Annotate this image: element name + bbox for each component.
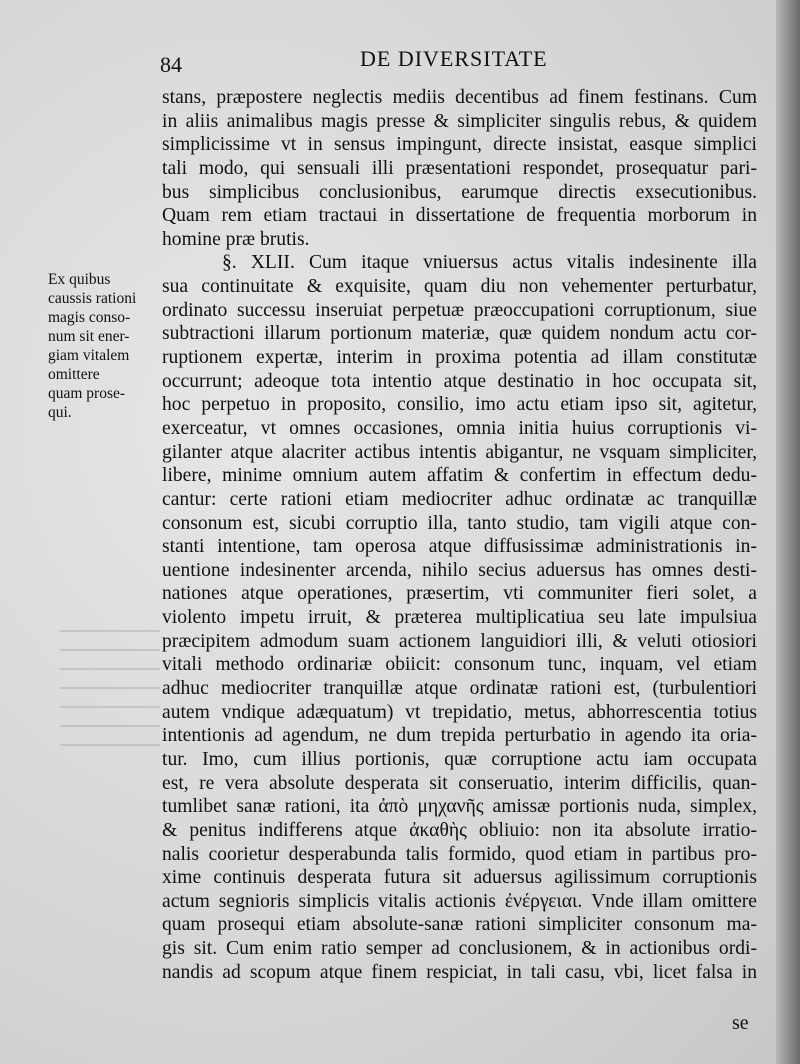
page-number: 84 <box>160 52 182 77</box>
text-line: hoc perpetuo in proposito, consilio, imo actu etiam ipso sit, agitetur, <box>162 394 757 416</box>
text-line: violento impetu irruit, & præterea multiplicatiua seu late impulsiua <box>162 607 757 629</box>
margin-note-line: quam prose- <box>48 385 126 402</box>
text-line: autem vndique adæquatum) vt trepidatio, metus, abhorrescentia totius <box>162 701 757 723</box>
text-line: xime continuis desperata futura sit aduersus agilissimum corruptionis <box>162 867 757 889</box>
margin-note-line: giam vitalem <box>48 347 130 364</box>
text-line: gilanter atque alacriter actibus intentis abigantur, ne vsquam simpliciter, <box>162 441 757 463</box>
running-head: DE DIVERSITATE <box>360 46 548 71</box>
margin-note-line: magis conso- <box>48 309 131 326</box>
text-line: adhuc mediocriter tranquillæ atque ordinatæ rationi est, (turbulentiori <box>162 678 757 700</box>
text-line: est, re vera absolute desperata sit conseruatio, interim difficilis, quan- <box>162 772 757 794</box>
margin-note-line: num sit ener- <box>48 328 130 345</box>
margin-note-line: qui. <box>48 404 72 421</box>
margin-note <box>48 270 158 422</box>
text-line: gis sit. Cum enim ratio semper ad conclusionem, & in actionibus ordi- <box>162 938 757 960</box>
text-line: uentione indesinenter arcenda, nihilo secius aduersus has omnes desti- <box>162 559 757 581</box>
text-line: cantur: certe rationi etiam mediocriter adhuc ordinatæ ac tranquillæ <box>162 488 757 510</box>
text-line: stans, præpostere neglectis mediis decentibus ad finem festinans. Cum <box>162 87 757 108</box>
catchword: se <box>732 1012 749 1034</box>
text-line: ordinato successu inseruiat perpetuæ præoccupationi corruptionum, siue <box>162 299 757 321</box>
page-edge-shadow <box>776 0 800 1064</box>
text-line: subtractioni illarum portionum materiæ, quæ quidem nondum actu cor- <box>162 323 757 345</box>
text-line: actum segnioris simplicis vitalis actionis ἐνέργειαι. Vnde illam omittere <box>162 890 757 912</box>
text-line: quam prosequi etiam absolute-sanæ rationi simpliciter consonum ma- <box>162 914 757 936</box>
text-line: nalis coorietur desperabunda talis formido, quod etiam in partibus pro- <box>162 843 757 865</box>
text-line: tali modo, qui sensuali illi præsentationi respondet, prosequatur pari- <box>162 157 757 179</box>
text-line: nandis ad scopum atque finem respiciat, in tali casu, vbi, licet falsa in <box>162 961 757 983</box>
text-line: intentionis ad agendum, ne dum trepida perturbatio in agendo ita oria- <box>162 725 757 747</box>
margin-note-line: Ex quibus <box>48 271 111 288</box>
text-line: exerceatur, vt omnes occasiones, omnia initia huius corruptionis vi- <box>162 417 757 439</box>
text-line: stanti intentione, tam operosa atque diffusissimæ administrationis in- <box>162 536 757 558</box>
text-line: & penitus indifferens atque ἀκαθὴς obliuio: non ita absolute irratio- <box>162 819 757 841</box>
text-line: ruptionem expertæ, interim in proxima potentia ad illam constitutæ <box>162 347 757 369</box>
text-line: nationes atque operationes, præsertim, vti communiter fieri solet, a <box>162 583 757 605</box>
text-line: in aliis animalibus magis presse & simpliciter singulis rebus, & quidem <box>162 110 757 132</box>
text-line: simplicissime vt in sensus impingunt, directe insistat, easque simplici <box>162 134 757 156</box>
text-line: tur. Imo, cum illius portionis, quæ corruptione actu iam occupata <box>162 748 757 770</box>
show-through-text <box>60 630 160 760</box>
text-line: homine præ brutis. <box>162 228 310 250</box>
text-line: libere, minime omnium autem affatim & confertim in effectum dedu- <box>162 465 757 487</box>
text-line: consonum est, sicubi corruptio illa, tanto studio, tam vigili atque con- <box>162 512 757 534</box>
text-line: vitali methodo ordinariæ obiicit: consonum tunc, inquam, vel etiam <box>162 654 757 676</box>
text-line: præcipitem admodum suam actionem languidiori illi, & veluti otiosiori <box>162 630 757 652</box>
text-line: Quam rem etiam tractaui in dissertatione de frequentia morborum in <box>162 205 757 227</box>
text-line: bus simplicibus conclusionibus, earumque directis exsecutionibus. <box>162 181 757 203</box>
body-text <box>162 86 757 984</box>
text-line: sua continuitate & exquisite, quam diu non vehementer perturbatur, <box>162 276 757 298</box>
section-heading-line: §. XLII. Cum itaque vniuersus actus vitalis indesinente illa <box>222 252 757 274</box>
margin-note-line: caussis rationi <box>48 290 137 307</box>
margin-note-line: omittere <box>48 366 100 383</box>
text-line: occurrunt; adeoque tota intentio atque destinatio in hoc occupata sit, <box>162 370 757 392</box>
text-line: tumlibet sanæ rationi, ita ἀπὸ μηχανῆς amissæ portionis nuda, simplex, <box>162 796 757 818</box>
